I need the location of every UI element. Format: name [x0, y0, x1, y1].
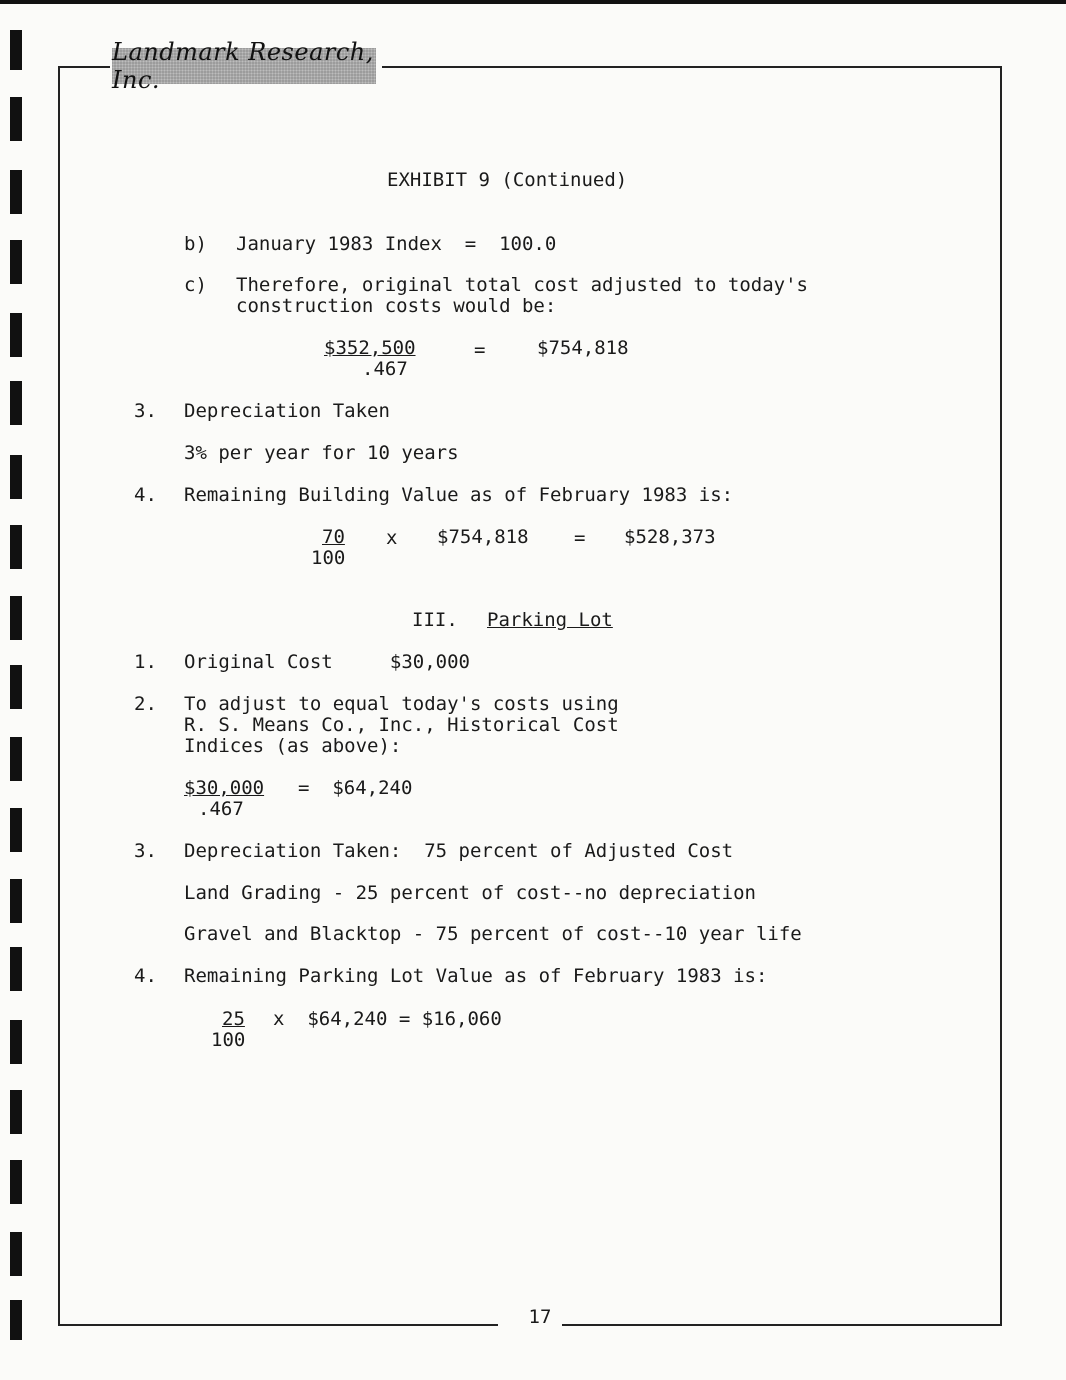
binding-mark: [10, 30, 22, 70]
parking-item-2-line2: R. S. Means Co., Inc., Historical Cost: [184, 714, 619, 736]
frame-left: [58, 66, 60, 1324]
top-edge-line: [0, 0, 1066, 4]
section-heading-title: Parking Lot: [487, 609, 613, 631]
binding-mark: [10, 381, 22, 425]
frame-top-left: [58, 66, 110, 68]
page-number: 17: [528, 1306, 552, 1328]
parking-item-3-number: 3.: [134, 840, 157, 862]
parking-item-3-line3: Gravel and Blacktop - 75 percent of cost--10 year life: [184, 923, 802, 945]
binding-mark: [10, 808, 22, 852]
item-c-line1: Therefore, original total cost adjusted to today's: [236, 274, 808, 296]
parking-value-numerator: 25: [222, 1008, 245, 1030]
parking-calc-denominator: .467: [198, 798, 244, 820]
binding-mark: [10, 737, 22, 781]
building-calc-numerator: $352,500: [324, 337, 416, 359]
parking-item-4-text: Remaining Parking Lot Value as of February 1983 is:: [184, 965, 768, 987]
item-b-text: January 1983 Index = 100.0: [236, 233, 557, 255]
parking-value-result: x $64,240 = $16,060: [273, 1008, 502, 1030]
parking-item-4-number: 4.: [134, 965, 157, 987]
binding-mark: [10, 97, 22, 141]
company-logo: Landmark Research, Inc.: [112, 48, 376, 84]
parking-item-2-number: 2.: [134, 693, 157, 715]
binding-mark: [10, 1300, 22, 1340]
section-heading-number: III.: [412, 609, 458, 631]
parking-item-3-line2: Land Grading - 25 percent of cost--no depreciation: [184, 882, 756, 904]
binding-mark: [10, 1020, 22, 1064]
building-value-times: x: [386, 527, 398, 549]
binding-mark: [10, 879, 22, 923]
frame-bottom-right: [562, 1324, 1002, 1326]
binding-mark: [10, 313, 22, 357]
parking-item-3-text: Depreciation Taken: 75 percent of Adjusted Cost: [184, 840, 734, 862]
parking-calc-result: = $64,240: [298, 777, 413, 799]
binding-mark: [10, 1160, 22, 1204]
binding-mark: [10, 596, 22, 640]
item-3-number: 3.: [134, 400, 157, 422]
item-3-text: Depreciation Taken: [184, 400, 390, 422]
binding-mark: [10, 947, 22, 991]
parking-value-denominator: 100: [211, 1029, 246, 1051]
building-value-numerator: 70: [322, 526, 345, 548]
page-title: EXHIBIT 9 (Continued): [387, 169, 628, 191]
building-calc-equals: =: [474, 339, 486, 361]
binding-mark: [10, 1232, 22, 1276]
binding-mark: [10, 170, 22, 214]
binding-mark: [10, 525, 22, 569]
item-4-number: 4.: [134, 484, 157, 506]
parking-item-1-number: 1.: [134, 651, 157, 673]
item-c-label: c): [184, 274, 207, 296]
binding-mark: [10, 455, 22, 499]
frame-bottom-left: [58, 1324, 498, 1326]
building-value-result: $528,373: [624, 526, 716, 548]
item-c-line2: construction costs would be:: [236, 295, 557, 317]
binding-mark: [10, 240, 22, 284]
building-calc-result: $754,818: [537, 337, 629, 359]
item-3-detail: 3% per year for 10 years: [184, 442, 459, 464]
item-4-text: Remaining Building Value as of February 1983 is:: [184, 484, 734, 506]
frame-right: [1000, 66, 1002, 1324]
parking-item-2-line1: To adjust to equal today's costs using: [184, 693, 619, 715]
parking-calc-numerator: $30,000: [184, 777, 265, 799]
frame-top-right: [382, 66, 1002, 68]
binding-mark: [10, 1090, 22, 1134]
item-b-label: b): [184, 233, 207, 255]
binding-mark: [10, 665, 22, 709]
building-value-amount: $754,818: [437, 526, 529, 548]
building-calc-denominator: .467: [362, 358, 408, 380]
parking-item-1-text: Original Cost $30,000: [184, 651, 470, 673]
parking-item-2-line3: Indices (as above):: [184, 735, 402, 757]
building-value-equals: =: [574, 527, 586, 549]
building-value-denominator: 100: [311, 547, 346, 569]
